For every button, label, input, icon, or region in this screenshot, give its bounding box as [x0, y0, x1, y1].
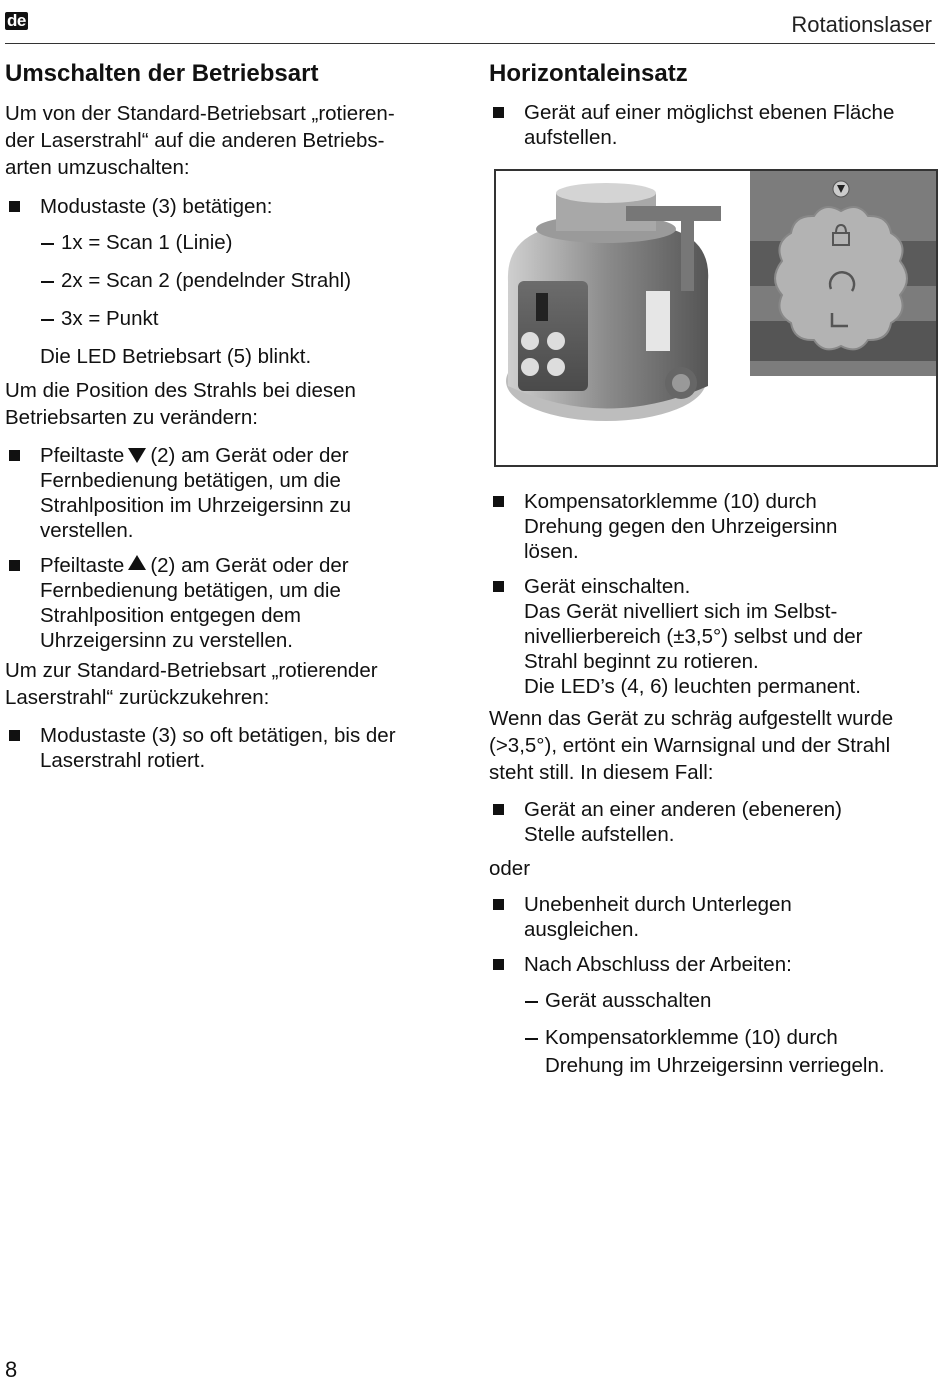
- intro-line: Um von der Standard-Betriebsart „rotieren-: [5, 102, 395, 125]
- arrow-down-icon: [128, 448, 146, 463]
- right-column: [489, 60, 939, 1078]
- position-intro: Um die Position des Strahls bei diesen: [5, 379, 356, 402]
- rotation-laser-illustration: [496, 171, 936, 465]
- led-note: Die LED Betriebsart (5) blinkt.: [40, 345, 312, 368]
- dash-item: 2x = Scan 2 (pendelnder Strahl): [5, 268, 455, 293]
- finish-dash-item: Kompensatorklemme (10) durch Drehung im Uhrzeigersinn verriegeln.: [489, 1025, 939, 1078]
- dash-item: 3x = Punkt: [5, 306, 455, 331]
- step-setup: Gerät auf einer möglichst ebenen Fläche aufstellen.: [489, 100, 939, 150]
- header-rule: [5, 43, 935, 44]
- position-intro: Betriebsarten zu verändern:: [5, 406, 258, 429]
- step-switch-on: Gerät einschalten. Das Gerät nivelliert sich im Selbst- nivellierbereich (±3,5°) selbst und der Strahl beginnt zu rotieren. Die LED’s (4, 6) leuchten permanent.: [489, 574, 939, 699]
- return-intro: Um zur Standard-Betriebsart „rotierender: [5, 659, 378, 682]
- step-finish: Nach Abschluss der Arbeiten:: [489, 952, 939, 977]
- tilt-note: (>3,5°), ertönt ein Warnsignal und der Strahl: [489, 734, 891, 757]
- section-title-mode: Umschalten der Betriebsart: [5, 60, 319, 87]
- dash-item: 1x = Scan 1 (Linie): [5, 230, 455, 255]
- step-arrow-up: Pfeiltaste (2) am Gerät oder der Fernbedienung betätigen, um die Strahlposition entgegen dem Uhrzeigersinn zu verstellen.: [5, 553, 455, 653]
- step-arrow-down: Pfeiltaste (2) am Gerät oder der Fernbedienung betätigen, um die Strahlposition im Uhrzeigersinn zu verstellen.: [5, 443, 455, 543]
- return-intro: Laserstrahl“ zurückzukehren:: [5, 686, 270, 709]
- running-title: Rotationslaser: [791, 12, 932, 37]
- step-other-place: Gerät an einer anderen (ebeneren) Stelle aufstellen.: [489, 797, 939, 847]
- intro-line: arten umzuschalten:: [5, 156, 190, 179]
- page-number: 8: [5, 1357, 18, 1382]
- step-mode-button: Modustaste (3) betätigen:: [5, 194, 455, 219]
- compensator-detail: [750, 171, 936, 376]
- device-figure: [494, 169, 938, 467]
- or-text: oder: [489, 857, 531, 880]
- language-badge: de: [5, 12, 41, 30]
- tilt-note: Wenn das Gerät zu schräg aufgestellt wurde: [489, 707, 894, 730]
- step-shim: Unebenheit durch Unterlegen ausgleichen.: [489, 892, 939, 942]
- left-column: [5, 60, 455, 773]
- intro-line: der Laserstrahl“ auf die anderen Betriebs-: [5, 129, 385, 152]
- finish-dash-item: Gerät ausschalten: [489, 988, 939, 1013]
- step-clamp-release: Kompensatorklemme (10) durch Drehung gegen den Uhrzeigersinn lösen.: [489, 489, 939, 564]
- tilt-note: steht still. In diesem Fall:: [489, 761, 714, 784]
- arrow-up-icon: [128, 555, 146, 570]
- section-title-horizontal: Horizontaleinsatz: [489, 60, 688, 87]
- step-return: Modustaste (3) so oft betätigen, bis der Laserstrahl rotiert.: [5, 723, 455, 773]
